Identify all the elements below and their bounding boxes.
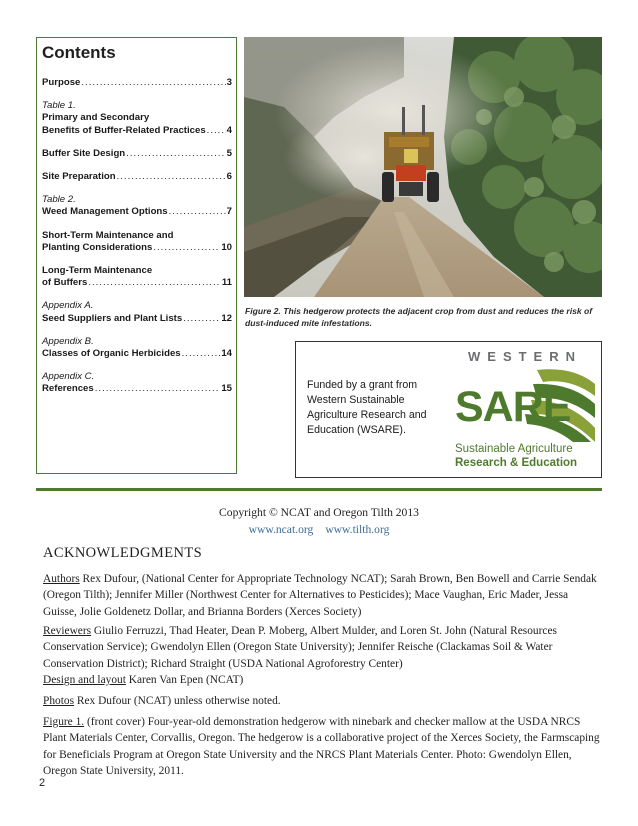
- toc-entry-category: Table 2.: [42, 194, 76, 206]
- toc-entry-title: Seed Suppliers and Plant Lists: [42, 312, 183, 324]
- toc-entry-title: References: [42, 383, 94, 395]
- ack-authors-label: Authors: [43, 573, 80, 585]
- toc-page-number: 12: [221, 312, 232, 324]
- toc-entry: [42, 194, 232, 218]
- toc-entry-title: Buffer Site Design: [42, 147, 126, 159]
- toc-entry: [42, 371, 232, 395]
- toc-page-number: 4: [226, 124, 232, 136]
- ncat-link[interactable]: www.ncat.org: [248, 523, 314, 536]
- toc-entry-line: [42, 171, 232, 183]
- toc-entry: [42, 265, 232, 289]
- toc-page-number: 15: [221, 383, 232, 395]
- toc-entry: [42, 148, 232, 160]
- toc-leader-dots: [183, 313, 220, 325]
- toc-leader-dots: [117, 171, 226, 183]
- hedgerow-photo-image: [244, 37, 602, 297]
- toc-entry-line: [42, 148, 232, 160]
- toc-leader-dots: [126, 148, 225, 160]
- toc-leader-dots: [81, 77, 225, 89]
- toc-entry-title: Primary and Secondary: [42, 112, 150, 124]
- toc-entry-category: Table 1.: [42, 100, 76, 112]
- ack-photos: [43, 693, 602, 709]
- ack-figure: [43, 714, 602, 779]
- toc-entry-line: [42, 277, 232, 289]
- toc-leader-dots: [207, 125, 226, 137]
- toc-entry-title: of Buffers: [42, 277, 88, 289]
- toc-entry: [42, 300, 232, 324]
- ack-reviewers: [43, 623, 602, 672]
- contents-list: [42, 77, 232, 396]
- toc-entry-category: Appendix B.: [42, 335, 94, 347]
- toc-leader-dots: [182, 348, 221, 360]
- ack-authors-text: Rex Dufour, (National Center for Appropriate Technology NCAT); Sarah Brown, Ben Bowell and Carrie Sendak (Oregon Tilth); Jennifer Miller (Northwest Center for Alternatives to Pesticides); Mace Vaughan, Eric Mader, Jessa Guisse, Jolie Goldenetz Dollar, and Brianna Borders (Xerces Society): [43, 573, 597, 618]
- ack-reviewers-label: Reviewers: [43, 625, 92, 637]
- toc-entry-category: Appendix C.: [42, 371, 95, 383]
- toc-entry: [42, 230, 232, 254]
- toc-page-number: 6: [226, 171, 232, 183]
- toc-page-number: 5: [226, 147, 232, 159]
- toc-entry: [42, 171, 232, 183]
- page-number: 2: [39, 777, 46, 789]
- ack-figure-text: (front cover) Four-year-old demonstration hedgerow with ninebark and checker mallow at the USDA NRCS Plant Materials Center, Corvallis, Oregon. The hedgerow is a collaborative project of the Xerces Society, the Farmscaping for Beneficials Program at Oregon State University and the NRCS Plant Materials Center. Photo: Gwendolyn Ellen, Oregon State University, 2011.: [43, 716, 600, 777]
- toc-entry-title: Weed Management Options: [42, 206, 168, 218]
- website-links: [0, 523, 638, 536]
- ack-design: [43, 672, 602, 688]
- toc-entry-line: [42, 112, 232, 124]
- ack-reviewers-text: Giulio Ferruzzi, Thad Heater, Dean P. Moberg, Albert Mulder, and Loren St. John (Natural Resources Conservation Service); Gwendolyn Ellen (Oregon State University); Jennifer Reische (Clackamas Soil & Water Conservation District); Richard Straight (USDA National Agroforestry Center): [43, 625, 557, 670]
- grant-box: [295, 341, 602, 478]
- toc-entry-title: Benefits of Buffer-Related Practices: [42, 124, 206, 136]
- toc-page-number: 11: [221, 277, 232, 289]
- ack-photos-text: Rex Dufour (NCAT) unless otherwise noted.: [74, 695, 281, 707]
- sare-main-word: SARE: [455, 383, 571, 431]
- ack-figure-label: Figure 1.: [43, 716, 85, 728]
- ack-authors: [43, 571, 602, 620]
- toc-page-number: 14: [221, 348, 232, 360]
- ack-photos-label: Photos: [43, 695, 75, 707]
- sare-top-word: WESTERN: [468, 349, 582, 364]
- toc-entry-title: Site Preparation: [42, 171, 116, 183]
- toc-entry-line: [42, 242, 232, 254]
- toc-entry-line: [42, 77, 232, 89]
- ack-design-text: Karen Van Epen (NCAT): [125, 674, 244, 686]
- toc-entry-title: Classes of Organic Herbicides: [42, 348, 181, 360]
- toc-entry-title: Long-Term Maintenance: [42, 265, 153, 277]
- toc-page-number: 10: [221, 241, 232, 253]
- hedgerow-photo: [244, 37, 602, 297]
- toc-entry-category: Appendix A.: [42, 300, 94, 312]
- toc-entry-line: [42, 383, 232, 395]
- toc-entry-line: [42, 313, 232, 325]
- toc-leader-dots: [169, 206, 226, 218]
- toc-entry: [42, 77, 232, 89]
- toc-page-number: 7: [226, 206, 232, 218]
- sare-tag-line-2: Research & Education: [455, 457, 578, 469]
- toc-leader-dots: [153, 242, 220, 254]
- toc-page-number: 3: [226, 77, 232, 88]
- figure-caption: Figure 2. This hedgerow protects the adjacent crop from dust and reduces the risk of dust-induced mite infestations.: [245, 306, 593, 328]
- toc-leader-dots: [88, 277, 221, 289]
- acknowledgments-heading: ACKNOWLEDGMENTS: [43, 545, 203, 561]
- toc-leader-dots: [95, 383, 221, 395]
- toc-entry-title: Planting Considerations: [42, 241, 153, 253]
- toc-entry-title: Short-Term Maintenance and: [42, 229, 174, 241]
- section-divider: [36, 488, 602, 491]
- toc-entry-line: [42, 348, 232, 360]
- toc-entry-line: [42, 206, 232, 218]
- toc-entry-line: [42, 265, 232, 277]
- toc-entry: [42, 100, 232, 137]
- sare-tag-line-1: Sustainable Agriculture: [455, 443, 573, 455]
- contents-box: [36, 37, 237, 474]
- toc-entry: [42, 336, 232, 360]
- western-sare-logo: [453, 348, 597, 472]
- tilth-link[interactable]: www.tilth.org: [325, 523, 390, 536]
- toc-entry-title: Purpose: [42, 77, 81, 88]
- toc-entry-line: [42, 125, 232, 137]
- toc-entry-line: [42, 230, 232, 242]
- ack-design-label: Design and layout: [43, 674, 126, 686]
- copyright-text: Copyright © NCAT and Oregon Tilth 2013: [219, 506, 419, 519]
- contents-title: Contents: [42, 43, 116, 62]
- grant-text: Funded by a grant from Western Sustainable Agriculture Research and Education (WSARE).: [307, 379, 427, 436]
